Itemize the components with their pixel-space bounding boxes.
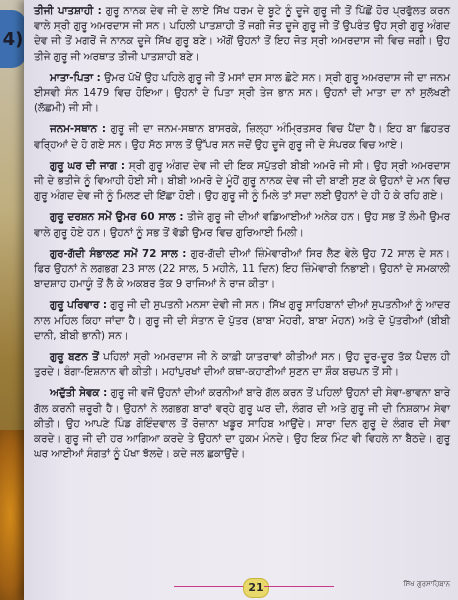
paragraph-awakening xyxy=(34,159,450,205)
paragraph-text: ਪਹਿਲਾਂ ਸ੍ਰੀ ਅਮਰਦਾਸ ਜੀ ਨੇ ਕਾਫ਼ੀ ਯਾਤਰਾਵਾਂ ਕੀਤੀਆਂ ਸਨ। ਉਹ ਦੂਰ-ਦੂਰ ਤੱਕ ਪੈਦਲ ਹੀ ਤੁਰਦੇ। ਬੰਗਾ-ਇਸ਼ਨਾਨ ਵੀ ਕੀਤੀ। ਮਹਾਂਪੁਰਖਾਂ ਦੀਆਂ ਕਥਾ-ਕਹਾਣੀਆਂ ਸੁਣਨ ਦਾ ਸ਼ੌਕ ਬਚਪਨ ਤੋਂ ਸੀ। xyxy=(34,351,450,379)
paragraph-text: ਗੁਰੂ ਜੀ ਦੀ ਸੁਪਤਨੀ ਮਨਸਾ ਦੇਵੀ ਜੀ ਸਨ। ਸਿੱਖ ਗੁਰੂ ਸਾਹਿਬਾਨਾਂ ਦੀਆਂ ਸੁਪਤਨੀਆਂ ਨੂੰ ਆਦਰ ਨਾਲ ਮਹਿਲ ਕਿਹਾ ਜਾਂਦਾ ਹੈ। ਗੁਰੂ ਜੀ ਦੀ ਸੰਤਾਨ ਦੋ ਪੁੱਤਰ (ਬਾਬਾ ਮੋਹਰੀ, ਬਾਬਾ ਮੋਹਨ) ਅਤੇ ਦੋ ਪੁੱਤਰੀਆਂ (ਬੀਬੀ ਦਾਨੀ, ਬੀਬੀ ਭਾਨੀ) ਸਨ। xyxy=(34,299,450,342)
paragraph-text: ਤੀਜੇ ਗੁਰੂ ਜੀ ਦੀਆਂ ਵਡਿਆਈਆਂ ਅਨੇਕ ਹਨ। ਉਹ ਸਭ ਤੋਂ ਲੰਮੀ ਉਮਰ ਵਾਲੇ ਗੁਰੂ ਹੋਏ ਹਨ। ਉਹਨਾਂ ਨੂੰ ਸਭ ਤੋਂ ਵੱਡੀ ਉਮਰ ਵਿਚ ਗੁਰਿਆਈ ਮਿਲੀ। xyxy=(34,211,450,239)
paragraph-heading: ਗੁਰੂ ਪਰਿਵਾਰ : xyxy=(50,299,107,312)
paragraph-family xyxy=(34,298,450,344)
paragraph-heading: ਗੁਰ-ਗੱਦੀ ਸੰਭਾਲਣ ਸਮੇਂ 72 ਸਾਲ : xyxy=(50,247,187,260)
paragraph-text: ਸ੍ਰੀ ਗੁਰੂ ਅੰਗਦ ਦੇਵ ਜੀ ਦੀ ਇਕ ਸਪੁੱਤਰੀ ਬੀਬੀ ਅਮਰੋ ਜੀ ਸੀ। ਉਹ ਸ੍ਰੀ ਅਮਰਦਾਸ ਜੀ ਦੇ ਭਤੀਜੇ ਨੂੰ ਵਿਆਹੀ ਹੋਈ ਸੀ। ਬੀਬੀ ਅਮਰੋ ਦੇ ਮੂੰਹੋਂ ਗੁਰੂ ਨਾਨਕ ਦੇਵ ਜੀ ਦੀ ਬਾਣੀ ਸੁਣ ਕੇ ਉਹਨਾਂ ਦੇ ਮਨ ਵਿਚ ਗੁਰੂ ਅੰਗਦ ਦੇਵ ਜੀ ਨੂੰ ਮਿਲਣ ਦੀ ਇੱਛਾ ਹੋਈ। ਉਹ ਗੁਰੂ ਜੀ ਨੂੰ ਮਿਲੇ ਤਾਂ ਸਦਾ ਲਈ ਉਹਨਾਂ ਦੇ ਹੀ ਹੋ ਕੇ ਰਹਿ ਗਏ। xyxy=(34,159,450,203)
paragraph-heading: ਤੀਜੀ ਪਾਤਸ਼ਾਹੀ : xyxy=(34,5,102,17)
footer-rule-right xyxy=(264,586,334,587)
paragraph-birthplace xyxy=(34,122,450,152)
paragraph-text: ਗੁਰੂ ਜੀ ਦਾ ਜਨਮ-ਸਥਾਨ ਬਾਸਰਕੇ, ਜ਼ਿਲ੍ਹਾ ਅੰਮ੍ਰਿਤਸਰ ਵਿਚ ਪੈਂਦਾ ਹੈ। ਇਹ ਬਾ ਛਿਹਤਰ ਵਰ੍ਹਿਆਂ ਦੇ ਹੋ ਗਏ ਸਨ। ਉਹ ਸੱਠ ਸਾਲ ਤੋਂ ਉੱਪਰ ਸਨ ਜਦੋਂ ਉਹ ਦੂਜੇ ਗੁਰੂ ਜੀ ਦੇ ਸੰਪਰਕ ਵਿਚ ਆਏ। xyxy=(34,123,450,151)
paragraph-text: ਗੁਰੂ ਜੀ ਵਜੋਂ ਉਹਨਾਂ ਦੀਆਂ ਕਰਨੀਆਂ ਬਾਰੇ ਗੱਲ ਕਰਨ ਤੋਂ ਪਹਿਲਾਂ ਉਹਨਾਂ ਦੀ ਸੇਵਾ-ਭਾਵਨਾ ਬਾਰੇ ਗੱਲ ਕਰਨੀ ਜ਼ਰੂਰੀ ਹੈ। ਉਹਨਾਂ ਨੇ ਲਗਭਗ ਬਾਰਾਂ ਵਰ੍ਹੇ ਗੁਰੂ ਘਰ ਦੀ, ਲੰਗਰ ਦੀ ਅਤੇ ਗੁਰੂ ਜੀ ਦੀ ਨਿਸ਼ਕਾਮ ਸੇਵਾ ਕੀਤੀ। ਉਹ ਆਪਣੇ ਪਿੰਡ ਗੋਇੰਦਵਾਲ ਤੋਂ ਰੋਜ਼ਾਨਾ ਖਡੂਰ ਸਾਹਿਬ ਆਉਂਦੇ। ਸਾਰਾ ਦਿਨ ਗੁਰੂ ਦੇ ਲੰਗਰ ਦੀ ਸੇਵਾ ਕਰਦੇ। ਗੁਰੂ ਜੀ ਦੀ ਹਰ ਆਗਿਆ ਕਰਦੇ ਤੇ ਉਹਨਾਂ ਦਾ ਹੁਕਮ ਮੰਨਦੇ। ਉਹ ਇਕ ਮਿੰਟ ਵੀ ਵਿਹਲੇ ਨਾ ਬੈਠਦੇ। ਗੁਰੂ ਘਰ ਆਈਆਂ ਸੰਗਤਾਂ ਨੂੰ ਪੱਖਾ ਝੱਲਦੇ। ਕਦੇ ਜਲ ਛਕਾਉਂਦੇ। xyxy=(34,387,450,461)
paragraph-text: ਗੁਰੂ ਨਾਨਕ ਦੇਵ ਜੀ ਦੇ ਲਾਏ ਸਿੱਖ ਧਰਮ ਦੇ ਬੂਟੇ ਨੂੰ ਦੂਜੇ ਗੁਰੂ ਜੀ ਤੋਂ ਪਿੱਛੋਂ ਹੋਰ ਪ੍ਰਫੁੱਲਤ ਕਰਨ ਵਾਲੇ ਸ੍ਰੀ ਗੁਰੂ ਅਮਰਦਾਸ ਜੀ ਸਨ। ਪਹਿਲੀ ਪਾਤਸ਼ਾਹੀ ਤੋਂ ਜਗੀ ਜੋਤ ਦੂਜੇ ਗੁਰੂ ਜੀ ਤੋਂ ਉਪਰੰਤ ਉਹ ਸ੍ਰੀ ਗੁਰੂ ਅੰਗਦ ਦੇਵ ਜੀ ਤੋਂ ਮਗਰੋਂ ਜੋ ਨਾਨਕ ਦੂਜੇ ਸਿੱਖ ਗੁਰੂ ਬਣੇ। ਅੱਗੋਂ ਉਹਨਾਂ ਤੋਂ ਇਹ ਜੋਤ ਸ੍ਰੀ ਅਮਰਦਾਸ ਜੀ ਵਿਚ ਜਗੀ। ਉਹ ਤੀਜੇ ਗੁਰੂ ਜੀ ਅਰਥਾਤ ਤੀਜੀ ਪਾਤਸ਼ਾਹੀ ਬਣੇ। xyxy=(34,5,450,63)
chapter-side-tab-label: 4) xyxy=(2,28,24,50)
paragraph-heading: ਅਦੁੱਤੀ ਸੇਵਕ : xyxy=(50,387,108,400)
page-body xyxy=(34,4,450,468)
paragraph-heading: ਗੁਰੂ ਦਰਸ਼ਨ ਸਮੇਂ ਉਮਰ 60 ਸਾਲ : xyxy=(50,211,184,224)
paragraph-heading: ਗੁਰੂ ਘਰ ਦੀ ਜਾਗ : xyxy=(50,159,125,172)
paragraph-servant xyxy=(34,386,450,462)
running-footer: ਸਿੱਖ ਗੁਰਸਾਹਿਬਾਨ xyxy=(403,580,450,588)
paragraph-text: ਗੁਰ-ਗੱਦੀ ਦੀਆਂ ਜ਼ਿੰਮੇਵਾਰੀਆਂ ਸਿਰ ਲੈਣ ਵੇਲੇ ਉਹ 72 ਸਾਲ ਦੇ ਸਨ। ਫਿਰ ਉਹਨਾਂ ਨੇ ਲਗਭਗ 23 ਸਾਲ (22 ਸਾਲ, 5 ਮਹੀਨੇ, 11 ਦਿਨ) ਇਹ ਜ਼ਿੰਮੇਵਾਰੀ ਨਿਭਾਈ। ਉਹਨਾਂ ਦੇ ਸਮਕਾਲੀ ਬਾਦਸ਼ਾਹ ਹਮਾਯੂੰ ਤੋਂ ਲੈ ਕੇ ਅਕਬਰ ਤੱਕ 9 ਰਾਜਿਆਂ ਨੇ ਰਾਜ ਕੀਤਾ। xyxy=(34,247,451,291)
paragraph-heading: ਜਨਮ-ਸਥਾਨ : xyxy=(50,123,106,136)
page-number: 21 xyxy=(243,578,269,598)
paragraph-heading: ਗੁਰੂ ਬਣਨ ਤੋਂ xyxy=(50,351,99,364)
paragraph-age-72 xyxy=(34,247,450,293)
book-page xyxy=(24,0,458,600)
paragraph-travels xyxy=(34,350,450,380)
paragraph-age-60 xyxy=(34,210,450,240)
paragraph-text: ਉਮਰ ਪੱਖੋਂ ਉਹ ਪਹਿਲੇ ਗੁਰੂ ਜੀ ਤੋਂ ਮਸਾਂ ਦਸ ਸਾਲ ਛੋਟੇ ਸਨ। ਸ੍ਰੀ ਗੁਰੂ ਅਮਰਦਾਸ ਜੀ ਦਾ ਜਨਮ ਈਸਵੀ ਸੰਨ 1479 ਵਿਚ ਹੋਇਆ। ਉਹਨਾਂ ਦੇ ਪਿਤਾ ਸ੍ਰੀ ਤੇਜ ਭਾਨ ਸਨ। ਉਹਨਾਂ ਦੀ ਮਾਤਾ ਦਾ ਨਾਂ ਸੁਲੱਖਣੀ (ਲੱਛਮੀ) ਜੀ ਸੀ। xyxy=(34,71,450,115)
paragraph-third-guru xyxy=(34,4,450,65)
chapter-side-tab xyxy=(0,10,26,68)
page-footer xyxy=(24,578,458,596)
paragraph-heading: ਮਾਤਾ-ਪਿਤਾ : xyxy=(50,71,101,84)
paragraph-parents xyxy=(34,71,450,117)
footer-rule-left xyxy=(174,586,244,587)
